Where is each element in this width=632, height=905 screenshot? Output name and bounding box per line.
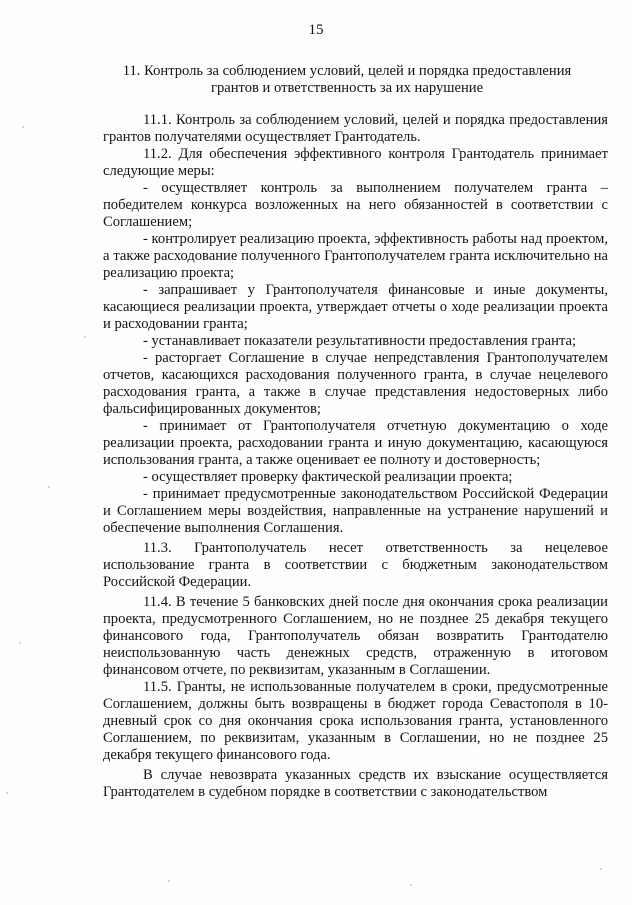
paragraph-11-5: 11.5. Гранты, не использованные получателем в сроки, предусмотренные Соглашением, должны быть возвращены в бюджет города Севастополя в 10-дневный срок со дня окончания срока использования гранта, установленного Соглашением, по реквизитам, указанным в Соглашении, но не позднее 25 декабря текущего финансового года. — [103, 679, 608, 763]
scan-speck — [6, 792, 8, 794]
scan-speck — [48, 486, 50, 488]
paragraph-11-3: 11.3. Грантополучатель несет ответственность за нецелевое использование гранта в соответствии с бюджетным законодательством Российской Федерации. — [103, 540, 608, 590]
section-title-line-1: 11. Контроль за соблюдением условий, целей и порядка предоставления — [122, 63, 572, 79]
measure-item: - осуществляет контроль за выполнением получателем гранта – победителем конкурса возложенных на него обязанностей в соответствии с Соглашением; — [103, 180, 608, 230]
measure-item: - запрашивает у Грантополучателя финансовые и иные документы, касающиеся реализации проекта, утверждает отчеты о ходе реализации проекта и расходовании гранта; — [103, 282, 608, 332]
measure-item: - расторгает Соглашение в случае непредставления Грантополучателем отчетов, касающихся расходования полученного гранта, в случае нецелевого расходования гранта, а также в случае представления недостоверных либо фальсифицированных документов; — [103, 350, 608, 417]
measure-item: - устанавливает показатели результативности предоставления гранта; — [143, 333, 577, 349]
paragraph-11-1: 11.1. Контроль за соблюдением условий, целей и порядка предоставления грантов получателями осуществляет Грантодатель. — [103, 112, 608, 145]
measure-item: - принимает предусмотренные законодательством Российской Федерации и Соглашением меры воздействия, направленные на устранение нарушений и обеспечение выполнения Соглашения. — [103, 486, 608, 536]
scan-speck — [84, 336, 86, 338]
paragraph-11-4: 11.4. В течение 5 банковских дней после дня окончания срока реализации проекта, предусмотренного Соглашением, но не позднее 25 декабря текущего финансового года, Грантополучатель обязан возвратить Грантодателю неиспользованную часть денежных средств, отраженную в итоговом финансовом отчете, по реквизитам, указанным в Соглашении. — [103, 594, 608, 678]
scan-speck — [168, 880, 170, 882]
section-title-line-2: грантов и ответственность за их нарушение — [210, 80, 484, 96]
section-body — [103, 112, 608, 801]
paragraph-recovery: В случае невозврата указанных средств их взыскание осуществляется Грантодателем в судебном порядке в соответствии с законодательством — [103, 767, 608, 800]
measure-item: - осуществляет проверку фактической реализации проекта; — [143, 469, 513, 485]
scan-speck — [600, 868, 602, 870]
paragraph-11-2: 11.2. Для обеспечения эффективного контроля Грантодатель принимает следующие меры: — [103, 146, 608, 179]
scan-speck — [410, 884, 412, 886]
page-number: 15 — [308, 22, 324, 38]
measure-item: - принимает от Грантополучателя отчетную документацию о ходе реализации проекта, расходовании гранта и иную документацию, касающуюся использования гранта, а также оценивает ее полноту и достоверность; — [103, 418, 608, 468]
measure-item: - контролирует реализацию проекта, эффективность работы над проектом, а также расходование полученного Грантополучателем гранта исключительно на реализацию проекта; — [103, 231, 608, 281]
scan-speck — [19, 642, 21, 644]
section-title — [112, 63, 582, 97]
scan-speck — [22, 126, 24, 128]
